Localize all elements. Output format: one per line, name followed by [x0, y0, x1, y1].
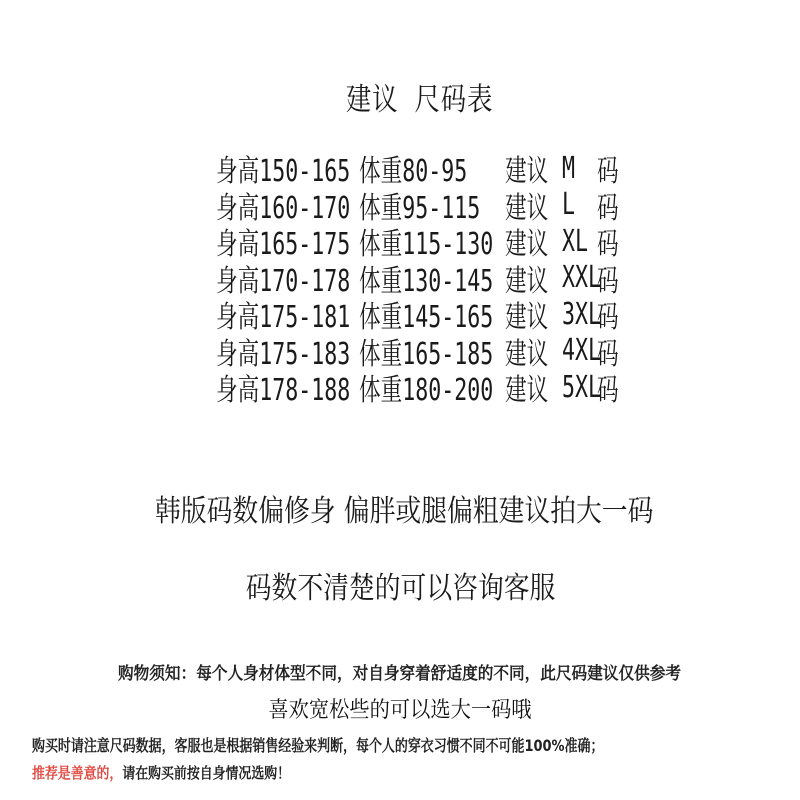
size-unit: 码: [597, 336, 619, 372]
recommend-label: 建议: [505, 336, 549, 372]
recommend-label: 建议: [505, 227, 549, 263]
size-row: [216, 296, 656, 336]
height-range: 身高175-181: [216, 300, 351, 336]
weight-range: 体重130-145: [359, 263, 494, 299]
height-range: 身高178-188: [216, 373, 351, 409]
height-range: 身高175-183: [216, 336, 351, 372]
recommend-label: 建议: [505, 373, 549, 409]
height-range: 身高170-178: [216, 263, 351, 299]
recommend-notice: [32, 762, 548, 783]
size-value: L: [562, 187, 576, 223]
weight-range: 体重145-165: [359, 300, 494, 336]
fit-note: 韩版码数偏修身 偏胖或腿偏粗建议拍大一码: [154, 494, 654, 529]
shopping-notice: 购物须知：每个人身材体型不同，对自身穿着舒适度的不同，此尺码建议仅供参考: [117, 664, 682, 684]
purchase-notice: 购买时请注意尺码数据，客服也是根据销售经验来判断，每个人的穿衣习惯不同不可能100%准确；: [32, 736, 604, 755]
recommend-label: 建议: [505, 190, 549, 226]
size-row: [216, 369, 656, 409]
size-value: 3XL: [562, 296, 602, 332]
size-unit: 码: [597, 227, 619, 263]
weight-range: 体重180-200: [359, 373, 494, 409]
loose-fit-tip: 喜欢宽松些的可以选大一码哦: [268, 698, 532, 723]
size-value: M: [562, 150, 576, 186]
size-unit: 码: [597, 373, 619, 409]
size-row: [216, 333, 656, 370]
weight-range: 体重80-95: [359, 154, 468, 190]
height-range: 身高165-175: [216, 227, 351, 263]
recommend-label: 建议: [505, 300, 549, 336]
page-title: 建议 尺码表: [345, 82, 494, 118]
recommend-dark-text: 请在购买前按自身情况选购！: [122, 764, 291, 782]
weight-range: 体重95-115: [359, 190, 481, 226]
size-chart-table: [216, 150, 656, 409]
size-row: [216, 187, 656, 224]
size-unit: 码: [597, 190, 619, 226]
size-row: [216, 150, 656, 190]
weight-range: 体重165-185: [359, 336, 494, 372]
size-row: [216, 260, 656, 297]
size-value: XXL: [562, 260, 602, 296]
size-value: 5XL: [562, 369, 602, 405]
size-value: 4XL: [562, 333, 602, 369]
size-unit: 码: [597, 154, 619, 190]
consult-note: 码数不清楚的可以咨询客服: [245, 571, 556, 606]
size-row: [216, 223, 656, 263]
weight-range: 体重115-130: [359, 227, 494, 263]
size-unit: 码: [597, 300, 619, 336]
size-value: XL: [562, 223, 589, 259]
recommend-label: 建议: [505, 263, 549, 299]
height-range: 身高160-170: [216, 190, 351, 226]
recommend-label: 建议: [505, 154, 549, 190]
size-unit: 码: [597, 263, 619, 299]
height-range: 身高150-165: [216, 154, 351, 190]
recommend-red-text: 推荐是善意的，: [32, 764, 123, 782]
